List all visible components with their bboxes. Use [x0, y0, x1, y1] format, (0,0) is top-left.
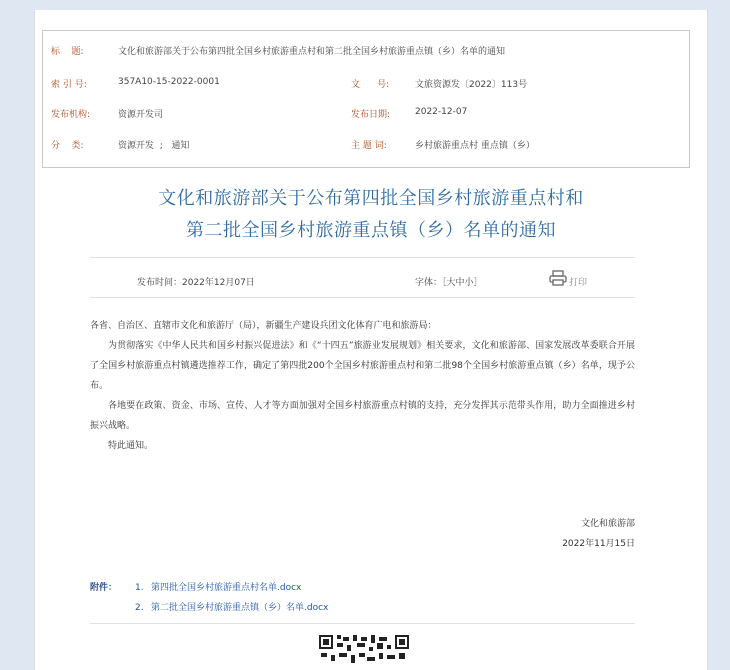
meta-issuer-label: 发布机构:: [51, 110, 91, 120]
attachment-num: 2.: [135, 603, 144, 613]
font-size-selector[interactable]: 字体：［大中小］: [415, 278, 483, 288]
salutation: 各省、自治区、直辖市文化和旅游厅（局），新疆生产建设兵团文化体育广电和旅游局：: [90, 321, 437, 331]
meta-index-value: 357A10-15-2022-0001: [118, 77, 220, 87]
meta-pubdate-label: 发布日期:: [351, 110, 391, 120]
qr-code-icon: [319, 635, 411, 665]
meta-subject-value: 乡村旅游重点村 重点镇（乡）: [415, 141, 535, 151]
title-divider: [90, 257, 635, 258]
attachments-divider: [90, 623, 635, 624]
publish-time: 发布时间：2022年12月07日: [137, 278, 255, 288]
document-page: [34, 10, 708, 670]
meta-issuer-value: 资源开发司: [118, 110, 164, 120]
paragraph-2: 各地要在政策、资金、市场、宣传、人才等方面加强对全国乡村旅游重点村镇的支持，充分发挥其示范带头作用，助力全面推进乡村振兴战略。: [90, 401, 635, 431]
meta-index-label: 索 引 号:: [51, 80, 87, 90]
meta-title-value: 文化和旅游部关于公布第四批全国乡村旅游重点村和第二批全国乡村旅游重点镇（乡）名单的通知: [118, 47, 506, 57]
meta-docno-value: 文旅资源发〔2022〕113号: [415, 80, 528, 90]
attachment-name: 第四批全国乡村旅游重点村名单.docx: [151, 583, 302, 593]
attachment-name: 第二批全国乡村旅游重点镇（乡）名单.docx: [151, 603, 329, 613]
article-body: [90, 316, 635, 456]
meta-docno-label: 文 号:: [351, 80, 390, 90]
info-divider: [90, 297, 635, 298]
closing: 特此通知。: [108, 441, 154, 451]
meta-category-label: 分 类:: [51, 141, 84, 151]
print-button[interactable]: 打印: [569, 278, 588, 288]
metadata-box: [42, 30, 690, 168]
attachment-num: 1.: [135, 583, 144, 593]
article-title-line1: 文化和旅游部关于公布第四批全国乡村旅游重点村和: [158, 188, 584, 209]
meta-pubdate-value: 2022-12-07: [415, 107, 468, 117]
article-title-line2: 第二批全国乡村旅游重点镇（乡）名单的通知: [186, 220, 556, 241]
signature-org: 文化和旅游部: [580, 519, 635, 529]
meta-title-label: 标 题:: [51, 47, 84, 57]
printer-icon[interactable]: [549, 270, 567, 286]
meta-subject-label: 主 题 词:: [351, 141, 387, 151]
attachments-label: 附件：: [90, 583, 118, 593]
attachment-link-2[interactable]: [135, 600, 328, 613]
meta-category-value: 资源开发 ; 通知: [118, 141, 190, 151]
attachment-link-1[interactable]: [135, 580, 301, 593]
paragraph-1: 为贯彻落实《中华人民共和国乡村振兴促进法》和《“十四五”旅游业发展规划》相关要求，文化和旅游部、国家发展改革委联合开展了全国乡村旅游重点村镇遴选推荐工作，确定了第四批200个全国乡村旅游重点村和第二批98个全国乡村旅游重点镇（乡）名单，现予公布。: [90, 341, 635, 391]
signature-date: 2022年11月15日: [562, 539, 635, 549]
